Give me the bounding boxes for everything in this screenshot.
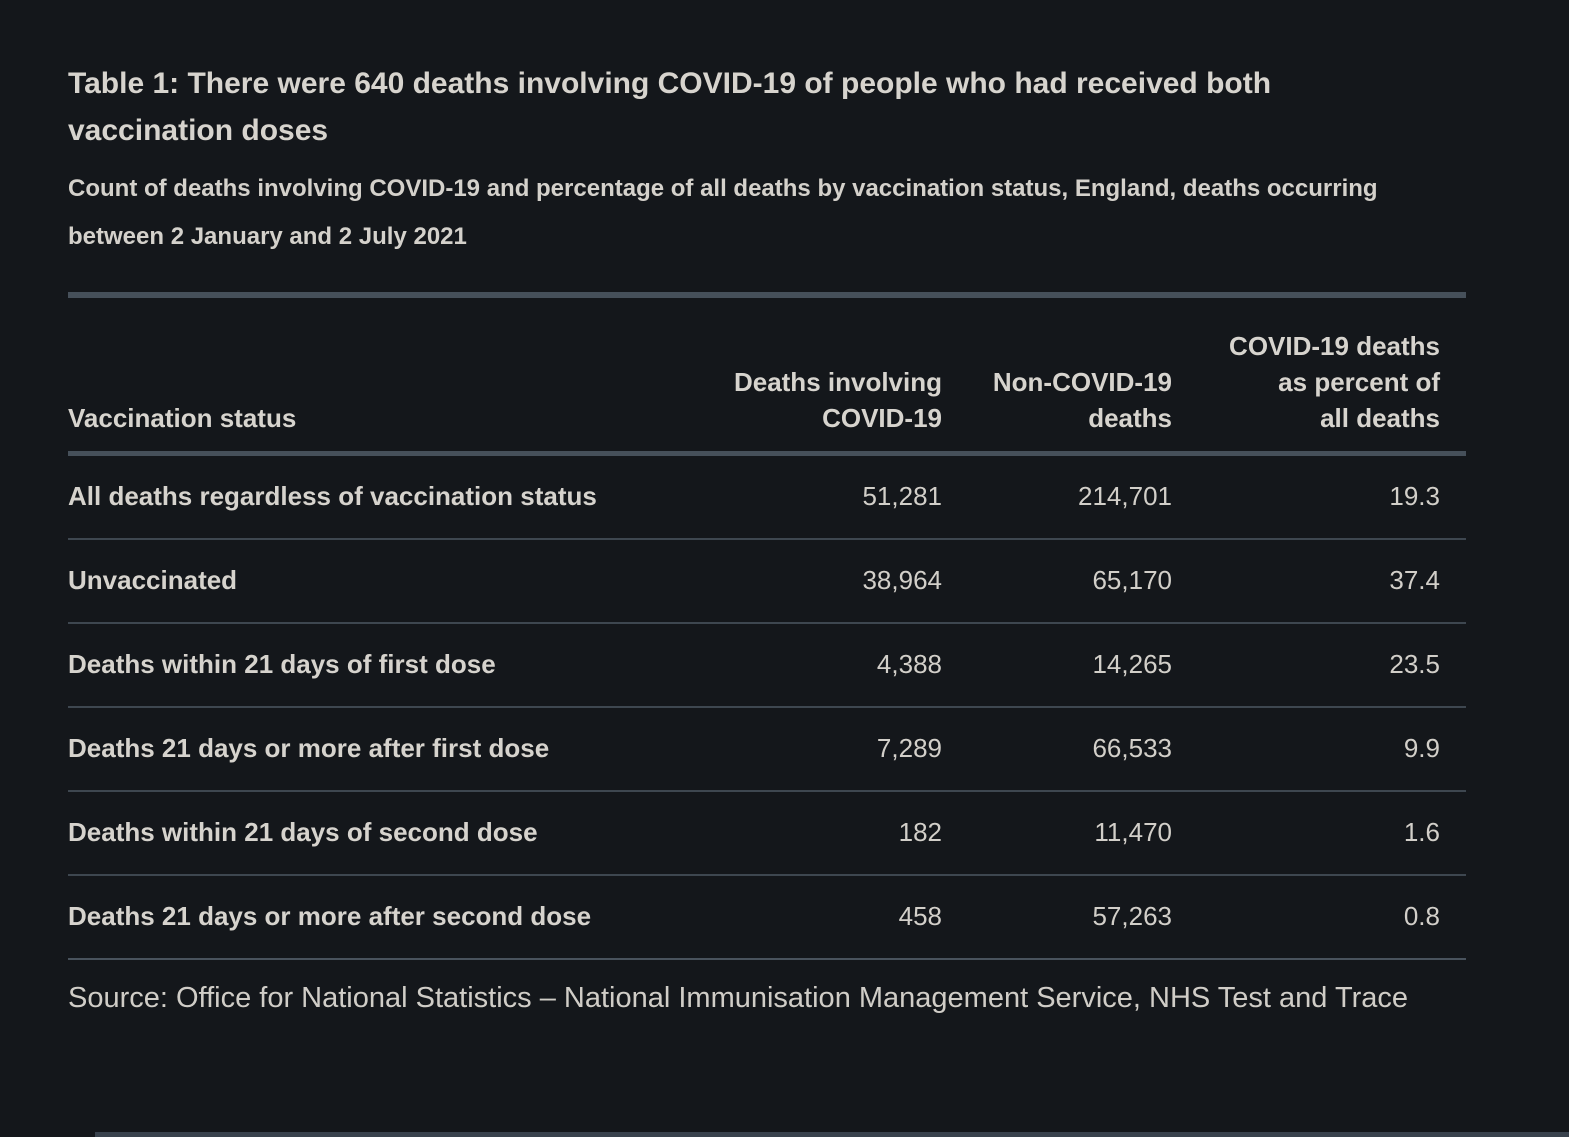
cell-non-covid-deaths: 65,170 — [942, 539, 1172, 623]
cell-percent-of-all-deaths: 9.9 — [1172, 707, 1466, 791]
table-row — [68, 707, 1466, 791]
column-header-line: COVID-19 deaths — [1229, 331, 1440, 361]
horizontal-scrollbar-thumb[interactable] — [95, 1132, 1569, 1137]
column-header-line: all deaths — [1320, 403, 1440, 433]
row-label: Deaths within 21 days of second dose — [68, 791, 692, 875]
column-header-line: deaths — [1088, 403, 1172, 433]
cell-non-covid-deaths: 214,701 — [942, 454, 1172, 540]
cell-non-covid-deaths: 66,533 — [942, 707, 1172, 791]
cell-deaths-involving-covid: 51,281 — [692, 454, 942, 540]
row-label: Unvaccinated — [68, 539, 692, 623]
cell-percent-of-all-deaths: 37.4 — [1172, 539, 1466, 623]
column-header-line: Vaccination status — [68, 403, 297, 433]
cell-non-covid-deaths: 57,263 — [942, 875, 1172, 959]
column-header-covid-deaths-percent — [1172, 295, 1466, 454]
row-label: Deaths within 21 days of first dose — [68, 623, 692, 707]
row-label: Deaths 21 days or more after second dose — [68, 875, 692, 959]
cell-percent-of-all-deaths: 0.8 — [1172, 875, 1466, 959]
column-header-line: COVID-19 — [822, 403, 942, 433]
column-header-line: Deaths involving — [733, 367, 942, 397]
cell-deaths-involving-covid: 7,289 — [692, 707, 942, 791]
cell-non-covid-deaths: 14,265 — [942, 623, 1172, 707]
table-row — [68, 623, 1466, 707]
column-header-line: Non-COVID-19 — [992, 367, 1172, 397]
table-row — [68, 875, 1466, 959]
page-title: Table 1: There were 640 deaths involving COVID-19 of people who had received both vaccination doses — [68, 67, 1272, 147]
deaths-by-vaccination-status-table — [68, 292, 1466, 960]
cell-deaths-involving-covid: 182 — [692, 791, 942, 875]
column-header-deaths-involving-covid — [692, 295, 942, 454]
cell-deaths-involving-covid: 4,388 — [692, 623, 942, 707]
cell-percent-of-all-deaths: 19.3 — [1172, 454, 1466, 540]
cell-deaths-involving-covid: 38,964 — [692, 539, 942, 623]
column-header-vaccination-status — [68, 295, 692, 454]
table-header-row — [68, 295, 1466, 454]
cell-percent-of-all-deaths: 1.6 — [1172, 791, 1466, 875]
row-label: All deaths regardless of vaccination status — [68, 454, 692, 540]
page-subtitle: Count of deaths involving COVID-19 and percentage of all deaths by vaccination status, England, deaths occurring between 2 January and 2 July 2021 — [68, 175, 1378, 250]
table-row — [68, 454, 1466, 540]
column-header-non-covid-deaths — [942, 295, 1172, 454]
table-row — [68, 539, 1466, 623]
cell-non-covid-deaths: 11,470 — [942, 791, 1172, 875]
cell-deaths-involving-covid: 458 — [692, 875, 942, 959]
column-header-line: as percent of — [1278, 367, 1440, 397]
cell-percent-of-all-deaths: 23.5 — [1172, 623, 1466, 707]
source-note: Source: Office for National Statistics – National Immunisation Management Service, NHS Test and Trace — [68, 982, 1408, 1014]
table-row — [68, 791, 1466, 875]
table-content — [68, 60, 1466, 1029]
row-label: Deaths 21 days or more after first dose — [68, 707, 692, 791]
